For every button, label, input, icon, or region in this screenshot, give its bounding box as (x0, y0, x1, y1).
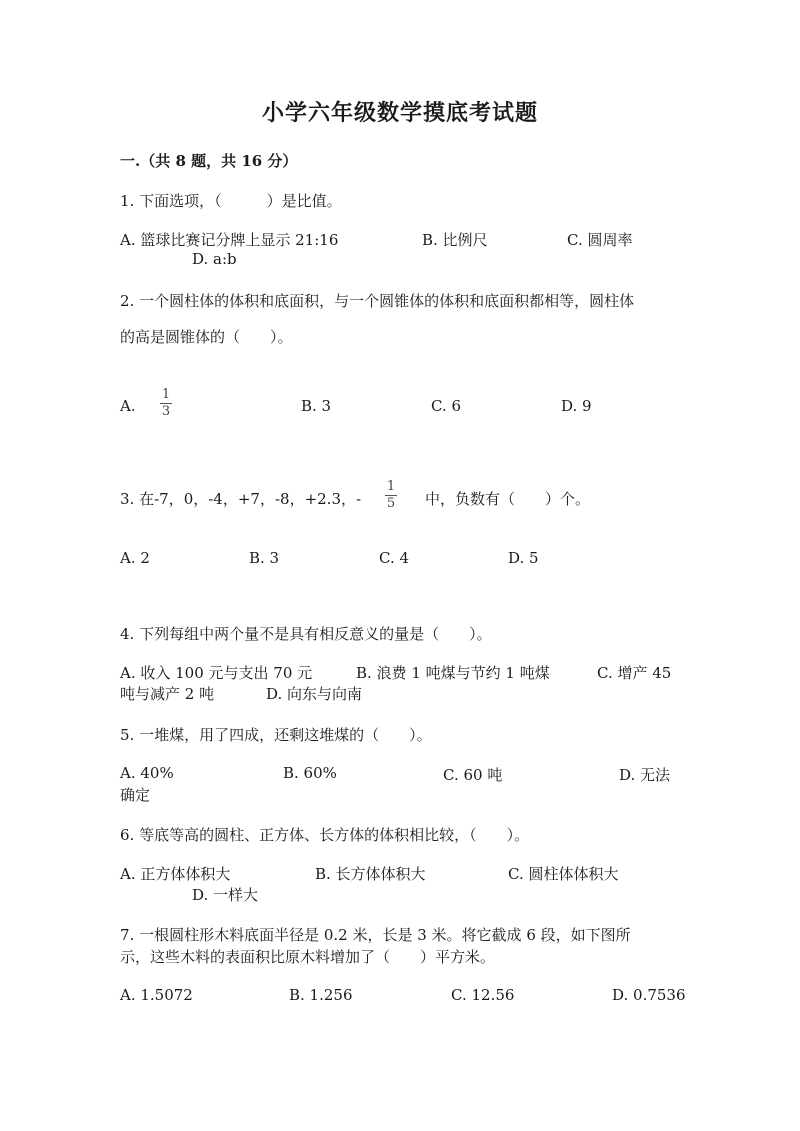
question-3-stem-end: 中，负数有（ ）个。 (425, 490, 591, 508)
question-5-option-d-continued: 确定 (120, 786, 151, 804)
question-5-option-a: A. 40% (120, 764, 174, 782)
question-6-option-d: D. 一样大 (192, 886, 259, 904)
question-4-stem: 4. 下列每组中两个量不是具有相反意义的量是（ ）。 (120, 625, 492, 643)
question-3-option-b: B. 3 (249, 549, 280, 567)
fraction-denominator: 5 (386, 496, 396, 511)
question-2-line-1: 2. 一个圆柱体的体积和底面积，与一个圆锥体的体积和底面积都相等，圆柱体 (120, 292, 635, 310)
question-4-option-b: B. 浪费 1 吨煤与节约 1 吨煤 (356, 664, 550, 682)
question-5-option-d: D. 无法 (619, 766, 671, 784)
question-4-option-c: C. 增产 45 (597, 664, 672, 682)
question-3-stem-start: 3. 在-7，0，-4，+7，-8，+2.3，- (120, 490, 362, 508)
question-1-stem: 1. 下面选项，（ ）是比值。 (120, 192, 342, 210)
question-3-option-a: A. 2 (120, 549, 150, 567)
question-2-option-b: B. 3 (301, 397, 332, 415)
question-3-fraction (385, 480, 397, 511)
question-4-option-c-continued: 吨与减产 2 吨 (120, 685, 215, 703)
question-3-option-d: D. 5 (508, 549, 539, 567)
question-5-option-c: C. 60 吨 (443, 766, 503, 784)
question-5-stem: 5. 一堆煤，用了四成，还剩这堆煤的（ ）。 (120, 726, 432, 744)
question-1-option-c: C. 圆周率 (567, 231, 633, 249)
question-7-option-b: B. 1.256 (289, 986, 353, 1004)
fraction-numerator: 1 (386, 479, 396, 494)
question-7-option-c: C. 12.56 (451, 986, 515, 1004)
section-heading: 一.（共 8 题，共 16 分） (120, 152, 298, 170)
question-4-option-a: A. 收入 100 元与支出 70 元 (120, 664, 313, 682)
question-6-stem: 6. 等底等高的圆柱、正方体、长方体的体积相比较，（ ）。 (120, 826, 530, 844)
question-2-option-a: A. (120, 397, 136, 415)
question-2-line-2: 的高是圆锥体的（ ）。 (120, 328, 293, 346)
question-6-option-c: C. 圆柱体体积大 (508, 865, 619, 883)
question-1-option-b: B. 比例尺 (422, 231, 488, 249)
question-7-line-2: 示，这些木料的表面积比原木料增加了（ ）平方米。 (120, 948, 496, 966)
question-2-option-d: D. 9 (561, 397, 592, 415)
fraction-numerator: 1 (161, 387, 171, 402)
question-7-option-a: A. 1.5072 (120, 986, 193, 1004)
fraction-denominator: 3 (161, 404, 171, 419)
question-3-option-c: C. 4 (379, 549, 410, 567)
question-4-option-d: D. 向东与向南 (266, 685, 363, 703)
question-1-option-a: A. 篮球比赛记分牌上显示 21:16 (120, 231, 339, 249)
question-2-option-c: C. 6 (431, 397, 462, 415)
question-7-option-d: D. 0.7536 (612, 986, 686, 1004)
question-5-option-b: B. 60% (283, 764, 337, 782)
question-6-option-a: A. 正方体体积大 (120, 865, 231, 883)
question-2-option-a-fraction (160, 388, 172, 419)
question-7-line-1: 7. 一根圆柱形木料底面半径是 0.2 米，长是 3 米。将它截成 6 段，如下图所 (120, 926, 631, 944)
page-title: 小学六年级数学摸底考试题 (261, 100, 538, 126)
question-6-option-b: B. 长方体体积大 (315, 865, 426, 883)
question-1-option-d: D. a:b (192, 250, 237, 268)
